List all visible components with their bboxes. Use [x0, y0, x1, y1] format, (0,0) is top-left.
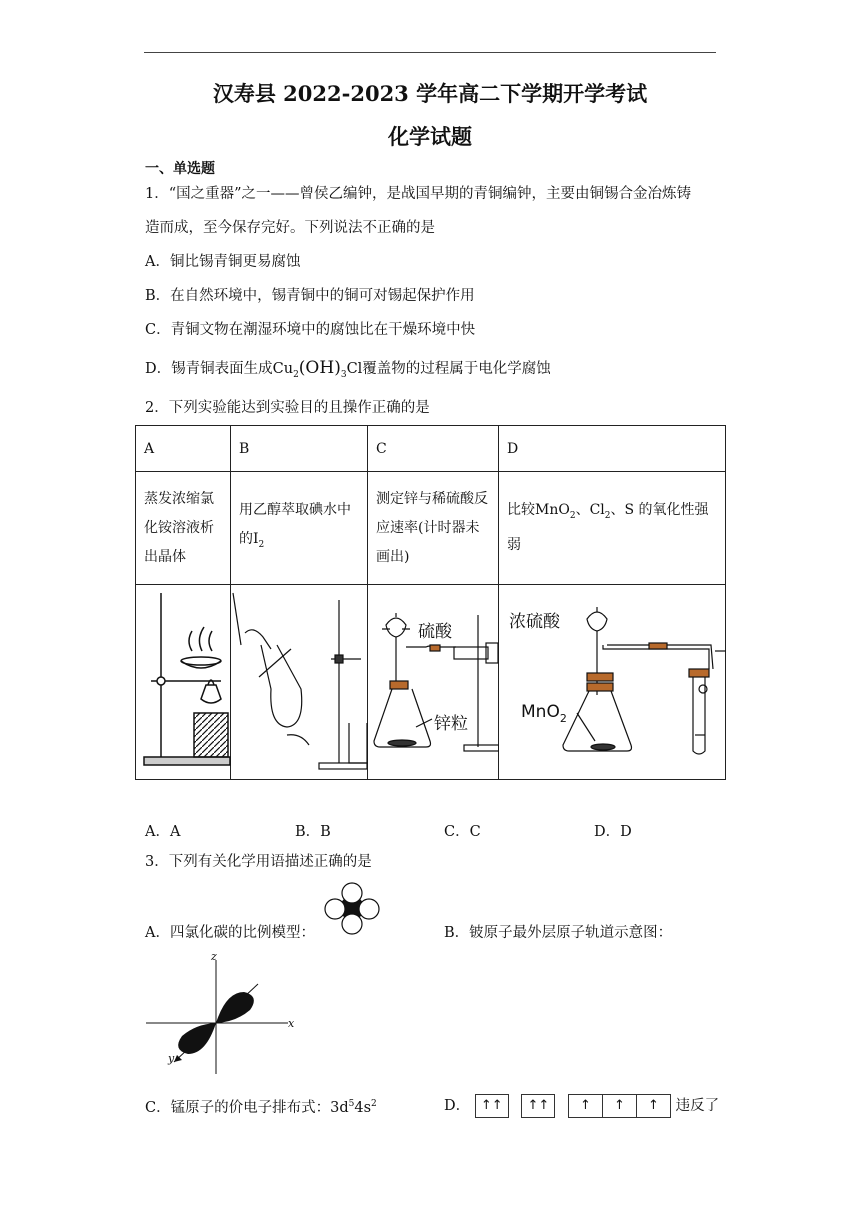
label-zinc-granules: 锌粒: [434, 714, 468, 734]
desc-d: 比较MnO$_2$、$Cl_2$、S 的氧化性强弱: [499, 472, 726, 585]
q1-option-c: C．青铜文物在潮湿环境中的腐蚀比在干燥环境中快: [145, 322, 476, 338]
orbital-box-2: ↑↑: [521, 1094, 555, 1118]
zinc-acid-rate-figure: [368, 585, 499, 775]
q1-option-b: B．在自然环境中，锡青铜中的铜可对锡起保护作用: [145, 288, 475, 304]
q3-option-c: C．锰原子的价电子排布式：$3d^54s^2$: [145, 1099, 377, 1116]
q3-option-d: D． ↑↑ ↑↑ ↑ ↑ ↑ 违反了: [444, 1094, 719, 1118]
desc-c: 测定锌与稀硫酸反应速率(计时器未画出): [368, 472, 499, 585]
q2-stem: 2．下列实验能达到实验目的且操作正确的是: [145, 400, 430, 416]
orbital-box-1: ↑↑: [475, 1094, 509, 1118]
oxidation-comparison-figure: [499, 585, 726, 775]
col-header-a: A: [136, 426, 231, 472]
q3-option-a: A．四氯化碳的比例模型：: [145, 925, 315, 941]
q1-stem-line1: 1．“国之重器”之一——曾侯乙编钟，是战国早期的青铜编钟，主要由铜锡合金冶炼铸: [145, 186, 692, 202]
label-sulfuric-acid: 硫酸: [418, 622, 452, 642]
page-title: 汉寿县 2022-2023 学年高二下学期开学考试: [212, 81, 648, 106]
q1-option-d: D．锡青铜表面生成$Cu_2(OH)_3Cl$覆盖物的过程属于电化学腐蚀: [145, 358, 551, 380]
axis-z-label: z: [211, 950, 217, 963]
desc-a: 蒸发浓缩氯化铵溶液析出晶体: [136, 472, 231, 585]
q3-option-b: B．铍原子最外层原子轨道示意图：: [444, 925, 673, 941]
label-mno2: MnO$_2$: [521, 702, 567, 725]
q2-choice-c: C．C: [444, 824, 481, 840]
figure-c: [368, 585, 499, 780]
experiment-table: [135, 425, 726, 780]
figure-a: [136, 585, 231, 780]
figure-d: [499, 585, 726, 780]
axis-x-label: x: [288, 1017, 295, 1030]
p-orbital-diagram: [140, 948, 300, 1078]
ccl4-space-filling-model: [322, 882, 382, 936]
q3-stem: 3．下列有关化学用语描述正确的是: [145, 854, 372, 870]
page-subtitle: 化学试题: [388, 124, 472, 149]
q2-choice-d: D．D: [594, 824, 632, 840]
q2-choice-b: B．B: [295, 824, 331, 840]
label-conc-sulfuric-acid: 浓硫酸: [509, 612, 560, 632]
figure-b: [231, 585, 368, 780]
axis-y-label: y: [168, 1052, 175, 1065]
orbital-box-group-3: ↑ ↑ ↑: [568, 1094, 671, 1118]
q1-option-a: A．铜比锡青铜更易腐蚀: [145, 254, 301, 270]
separatory-funnel-figure: [231, 585, 368, 775]
q2-choice-a: A．A: [145, 824, 181, 840]
col-header-b: B: [231, 426, 368, 472]
top-rule: [144, 52, 716, 53]
col-header-d: D: [499, 426, 726, 472]
evaporation-apparatus-figure: [136, 585, 231, 775]
col-header-c: C: [368, 426, 499, 472]
section-heading: 一、单选题: [145, 161, 215, 177]
desc-b: 用乙醇萃取碘水中的$I_2$: [231, 472, 368, 585]
q1-stem-line2: 造而成，至今保存完好。下列说法不正确的是: [145, 220, 435, 236]
